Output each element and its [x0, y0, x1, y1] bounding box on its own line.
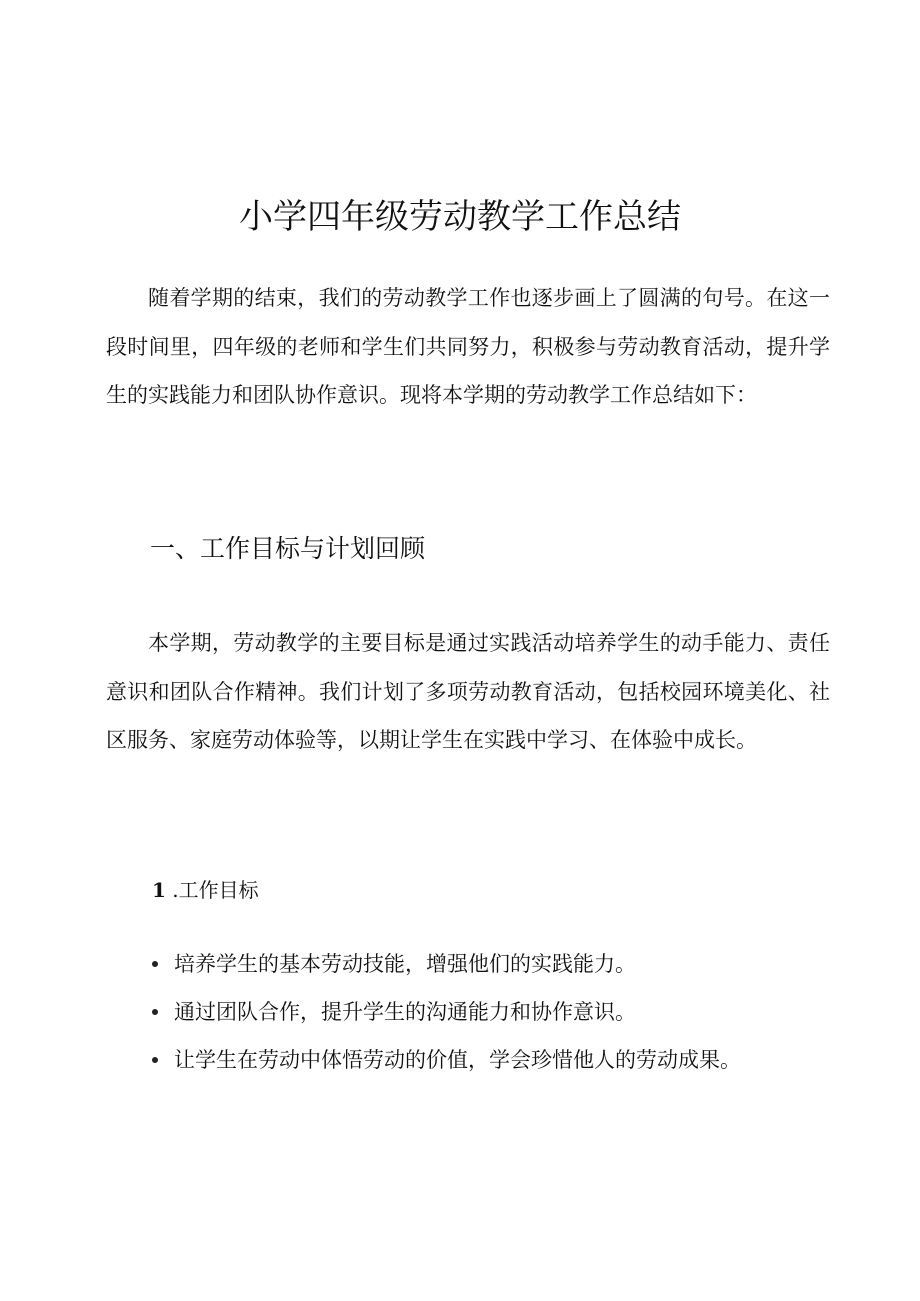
subheading-work-goals [152, 872, 259, 908]
bullet-icon [152, 1009, 158, 1015]
list-item [148, 1036, 741, 1084]
list-item [148, 988, 741, 1036]
list-item-text: 培养学生的基本劳动技能，增强他们的实践能力。 [174, 952, 636, 976]
section-1-paragraph: 本学期，劳动教学的主要目标是通过实践活动培养学生的动手能力、责任意识和团队合作精神。我们计划了多项劳动教育活动，包括校园环境美化、社区服务、家庭劳动体验等，以期让学生在实践中学习、在体验中成长。 [106, 631, 830, 752]
list-item-text: 让学生在劳动中体悟劳动的价值，学会珍惜他人的劳动成果。 [174, 1048, 741, 1072]
subheading-title: .工作目标 [172, 878, 259, 902]
document-title: 小学四年级劳动教学工作总结 [239, 196, 681, 237]
bullet-icon [152, 1057, 158, 1063]
list-item-text: 通过团队合作，提升学生的沟通能力和协作意识。 [174, 1000, 636, 1024]
intro-paragraph: 随着学期的结束，我们的劳动教学工作也逐步画上了圆满的句号。在这一段时间里，四年级的老师和学生们共同努力，积极参与劳动教育活动，提升学生的实践能力和团队协作意识。现将本学期的劳动教学工作总结如下： [106, 286, 830, 407]
goals-bullet-list [148, 940, 741, 1084]
list-item [148, 940, 741, 988]
subheading-number: 1 [152, 878, 166, 902]
section-heading-1: 一、工作目标与计划回顾 [150, 534, 426, 563]
bullet-icon [152, 961, 158, 967]
